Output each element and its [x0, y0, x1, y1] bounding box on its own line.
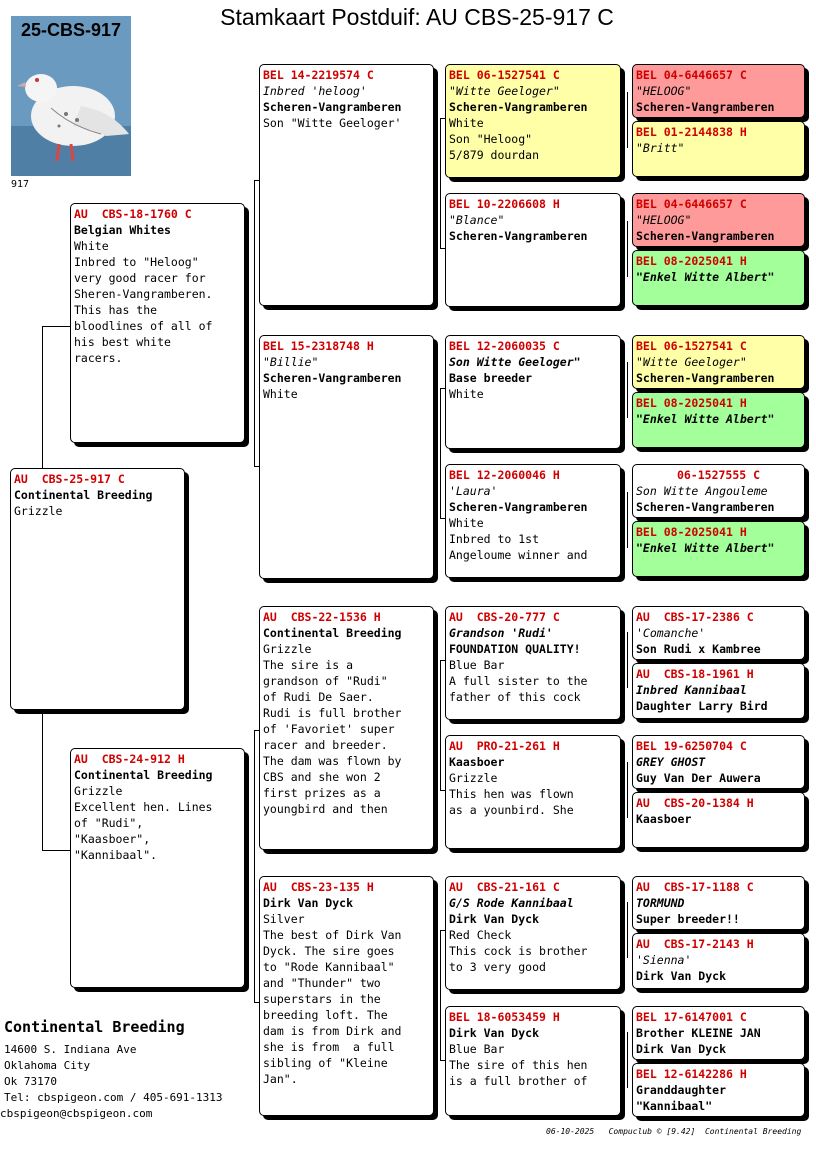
ring-number: AU CBS-17-2143 H	[636, 937, 754, 951]
breeder-line: Belgian Whites	[74, 223, 171, 237]
ring-number: AU CBS-23-135 H	[263, 880, 374, 894]
ring-number: AU CBS-20-777 C	[449, 610, 560, 624]
pedigree-gggp-16[interactable]	[632, 1063, 805, 1117]
ring-number: AU CBS-17-1188 C	[636, 880, 754, 894]
breeder-line: Continental Breeding	[263, 626, 402, 640]
info-line: "HELOOG"	[636, 213, 692, 227]
info-line: to 3 very good	[449, 960, 546, 974]
ring-number: AU CBS-18-1961 H	[636, 667, 754, 681]
pedigree-gggp-5[interactable]	[632, 335, 805, 389]
color-line: White	[449, 116, 484, 130]
info-line: racer and breeder.	[263, 738, 388, 752]
color-line: Grizzle	[14, 504, 63, 518]
info-line: Inbred 'heloog'	[263, 84, 367, 98]
pedigree-grandsire-maternal[interactable]	[259, 606, 434, 850]
info-line: superstars in the	[263, 992, 381, 1006]
info-line: Super breeder!!	[636, 912, 740, 926]
info-line: Dyck. The sire goes	[263, 944, 395, 958]
info-line: The sire of this hen	[449, 1058, 588, 1072]
color-line: Silver	[263, 912, 305, 926]
breeder-line: Continental Breeding	[14, 488, 153, 502]
info-line: Granddaughter	[636, 1083, 727, 1097]
ring-number: AU PRO-21-261 H	[449, 739, 560, 753]
info-line: "Enkel Witte Albert"	[636, 270, 775, 284]
ring-number: BEL 18-6053459 H	[449, 1010, 560, 1024]
pedigree-gggp-12[interactable]	[632, 792, 805, 848]
ring-number: BEL 17-6147001 C	[636, 1010, 747, 1024]
breeder-line: Scheren-Vangramberen	[636, 229, 775, 243]
breeder-line: Scheren-Vangramberen	[636, 371, 775, 385]
pedigree-ggp-1[interactable]	[445, 64, 621, 178]
info-line: This cock is brother	[449, 944, 588, 958]
footer-note: 06-10-2025 Compuclub © [9.42] Continental Breeding	[546, 1127, 802, 1136]
address-line: Oklahoma City	[4, 1059, 91, 1072]
info-line: The sire is a	[263, 658, 354, 672]
pedigree-gggp-10[interactable]	[632, 663, 805, 719]
color-line: Grizzle	[449, 771, 498, 785]
ring-number: BEL 10-2206608 H	[449, 197, 560, 211]
info-line: Son Rudi x Kambree	[636, 642, 761, 656]
ring-number: BEL 04-6446657 C	[636, 68, 747, 82]
info-line: is a full brother of	[449, 1074, 588, 1088]
info-line: she is from a full	[263, 1040, 395, 1054]
ring-number: BEL 08-2025041 H	[636, 254, 747, 268]
info-line: of "Rudi",	[74, 816, 144, 830]
breeder-line: Scheren-Vangramberen	[636, 100, 775, 114]
info-line: "Enkel Witte Albert"	[636, 541, 775, 555]
info-line: Grandson 'Rudi'	[449, 626, 553, 640]
ring-number: BEL 12-6142286 H	[636, 1067, 747, 1081]
pedigree-subject[interactable]	[10, 468, 185, 710]
ring-number: AU CBS-22-1536 H	[263, 610, 381, 624]
pedigree-gggp-15[interactable]	[632, 1006, 805, 1060]
info-line: first prizes as a	[263, 786, 381, 800]
pedigree-dam[interactable]	[70, 748, 245, 988]
info-line: "Blance"	[449, 213, 505, 227]
info-line: The best of Dirk Van	[263, 928, 402, 942]
info-line: Daughter Larry Bird	[636, 699, 768, 713]
pedigree-granddam-paternal[interactable]	[259, 335, 434, 579]
info-line: This hen was flown	[449, 787, 574, 801]
info-line: 'Sienna'	[636, 953, 692, 967]
pedigree-granddam-maternal[interactable]	[259, 876, 434, 1116]
color-line: White	[449, 516, 484, 530]
info-line: his best white	[74, 335, 171, 349]
info-line: A full sister to the	[449, 674, 588, 688]
pigeon-photo	[11, 16, 131, 176]
info-line: bloodlines of all of	[74, 319, 213, 333]
info-line: "Kannibaal".	[74, 848, 158, 862]
info-line: youngbird and then	[263, 802, 388, 816]
info-line: and "Thunder" two	[263, 976, 381, 990]
info-line: This has the	[74, 303, 158, 317]
info-line: 'Laura'	[449, 484, 498, 498]
info-line: racers.	[74, 351, 123, 365]
ring-number: BEL 04-6446657 C	[636, 197, 747, 211]
pedigree-gggp-2[interactable]	[632, 121, 805, 177]
info-line: The dam was flown by	[263, 754, 402, 768]
info-line: father of this cock	[449, 690, 581, 704]
info-line: "Kannibaal"	[636, 1099, 713, 1113]
breeder-name: Continental Breeding	[4, 1018, 185, 1036]
color-line: Blue Bar	[449, 658, 505, 672]
photo-id: 917	[11, 179, 30, 190]
address-line: 14600 S. Indiana Ave	[4, 1043, 137, 1056]
info-line: "Witte Geeloger"	[636, 355, 747, 369]
breeder-line: Continental Breeding	[74, 768, 213, 782]
breeder-line: Scheren-Vangramberen	[449, 100, 588, 114]
info-line: Inbred to "Heloog"	[74, 255, 199, 269]
info-line: 5/879 dourdan	[449, 148, 540, 162]
breeder-line: Guy Van Der Auwera	[636, 771, 761, 785]
breeder-line: Scheren-Vangramberen	[449, 500, 588, 514]
info-line: Son Witte Geeloger"	[449, 355, 581, 369]
ring-number: BEL 19-6250704 C	[636, 739, 747, 753]
info-line: very good racer for	[74, 271, 206, 285]
breeder-line: Dirk Van Dyck	[636, 969, 727, 983]
info-line: "Billie"	[263, 355, 319, 369]
breeder-line: Scheren-Vangramberen	[449, 229, 588, 243]
breeder-line: Scheren-Vangramberen	[636, 500, 775, 514]
pedigree-ggp-8[interactable]	[445, 1006, 621, 1116]
color-line: White	[74, 239, 109, 253]
pedigree-ggp-7[interactable]	[445, 876, 621, 990]
ring-number: 06-1527555 C	[676, 468, 761, 482]
info-line: Angeloume winner and	[449, 548, 588, 562]
pedigree-gggp-4[interactable]	[632, 250, 805, 306]
email-line[interactable]: cbspigeon@cbspigeon.com	[0, 1107, 153, 1120]
page-title: Stamkaart Postduif: AU CBS-25-917 C	[220, 4, 614, 30]
info-line: CBS and she won 2	[263, 770, 381, 784]
ring-number: AU CBS-24-912 H	[74, 752, 185, 766]
pedigree-gggp-6[interactable]	[632, 392, 805, 448]
breeder-line: Scheren-Vangramberen	[263, 100, 402, 114]
info-line: of Rudi De Saer.	[263, 690, 374, 704]
info-line: "Kaasboer",	[74, 832, 151, 846]
pedigree-gggp-13[interactable]	[632, 876, 805, 930]
pedigree-gggp-1[interactable]	[632, 64, 805, 118]
info-line: Base breeder	[449, 371, 533, 385]
pedigree-grandsire-paternal[interactable]	[259, 64, 434, 306]
ring-number: BEL 08-2025041 H	[636, 396, 747, 410]
info-line: Son "Witte Geeloger'	[263, 116, 402, 130]
pedigree-ggp-4[interactable]	[445, 464, 621, 578]
photo-caption: 25-CBS-917	[20, 20, 122, 40]
ring-number: AU CBS-20-1384 H	[636, 796, 754, 810]
pedigree-ggp-2[interactable]	[445, 193, 621, 307]
info-line: GREY GHOST	[636, 755, 706, 769]
breeder-line: Dirk Van Dyck	[449, 912, 540, 926]
breeder-line: Scheren-Vangramberen	[263, 371, 402, 385]
info-line: 'Comanche'	[636, 626, 706, 640]
info-line: Son "Heloog"	[449, 132, 533, 146]
pedigree-gggp-14[interactable]	[632, 933, 805, 989]
pedigree-sire[interactable]	[70, 203, 245, 443]
color-line: White	[449, 387, 484, 401]
ring-number: BEL 12-2060046 H	[449, 468, 560, 482]
ring-number: BEL 01-2144838 H	[636, 125, 747, 139]
color-line: White	[263, 387, 298, 401]
info-line: FOUNDATION QUALITY!	[449, 642, 581, 656]
ring-number: BEL 06-1527541 C	[449, 68, 560, 82]
color-line: Red Check	[449, 928, 512, 942]
info-line: sibling of "Kleine	[263, 1056, 388, 1070]
breeder-line: Kaasboer	[449, 755, 505, 769]
ring-number: BEL 06-1527541 C	[636, 339, 747, 353]
breeder-line: Dirk Van Dyck	[263, 896, 354, 910]
info-line: breeding loft. The	[263, 1008, 388, 1022]
info-line: Inbred to 1st	[449, 532, 540, 546]
info-line: Excellent hen. Lines	[74, 800, 213, 814]
info-line: "HELOOG"	[636, 84, 692, 98]
pedigree-ggp-6[interactable]	[445, 735, 621, 849]
info-line: G/S Rode Kannibaal	[449, 896, 574, 910]
color-line: Blue Bar	[449, 1042, 505, 1056]
breeder-line: Kaasboer	[636, 812, 692, 826]
info-line: "Enkel Witte Albert"	[636, 412, 775, 426]
info-line: Rudi is full brother	[263, 706, 402, 720]
color-line: Grizzle	[74, 784, 123, 798]
ring-number: BEL 15-2318748 H	[263, 339, 374, 353]
info-line: "Witte Geeloger"	[449, 84, 560, 98]
ring-number: AU CBS-17-2386 C	[636, 610, 754, 624]
info-line: Son Witte Angouleme	[636, 484, 768, 498]
contact-line[interactable]: Tel: cbspigeon.com / 405-691-1313	[4, 1091, 223, 1104]
breeder-line: Dirk Van Dyck	[449, 1026, 540, 1040]
ring-number: AU CBS-21-161 C	[449, 880, 560, 894]
breeder-info	[0, 1018, 223, 1122]
pedigree-ggp-3[interactable]	[445, 335, 621, 449]
color-line: Grizzle	[263, 642, 312, 656]
address-line: Ok 73170	[4, 1075, 57, 1088]
info-line: Brother KLEINE JAN	[636, 1026, 761, 1040]
info-line: of 'Favoriet' super	[263, 722, 395, 736]
info-line: Sheren-Vangramberen.	[74, 287, 213, 301]
pedigree-gggp-8[interactable]	[632, 521, 805, 577]
info-line: Inbred Kannibaal	[636, 683, 747, 697]
info-line: to "Rode Kannibaal"	[263, 960, 395, 974]
info-line: dam is from Dirk and	[263, 1024, 402, 1038]
ring-number: AU CBS-25-917 C	[14, 472, 125, 486]
pedigree-gggp-9[interactable]	[632, 606, 805, 660]
info-line: grandson of "Rudi"	[263, 674, 388, 688]
ring-number: BEL 14-2219574 C	[263, 68, 374, 82]
ring-number: BEL 12-2060035 C	[449, 339, 560, 353]
info-line: "Britt"	[636, 141, 685, 155]
pedigree-gggp-7[interactable]	[632, 464, 805, 518]
ring-number: AU CBS-18-1760 C	[74, 207, 192, 221]
ring-number: BEL 08-2025041 H	[636, 525, 747, 539]
pedigree-gggp-11[interactable]	[632, 735, 805, 789]
pedigree-ggp-5[interactable]	[445, 606, 621, 720]
pedigree-gggp-3[interactable]	[632, 193, 805, 247]
info-line: as a younbird. She	[449, 803, 574, 817]
info-line: Jan".	[263, 1072, 298, 1086]
breeder-line: Dirk Van Dyck	[636, 1042, 727, 1056]
info-line: TORMUND	[636, 896, 685, 910]
